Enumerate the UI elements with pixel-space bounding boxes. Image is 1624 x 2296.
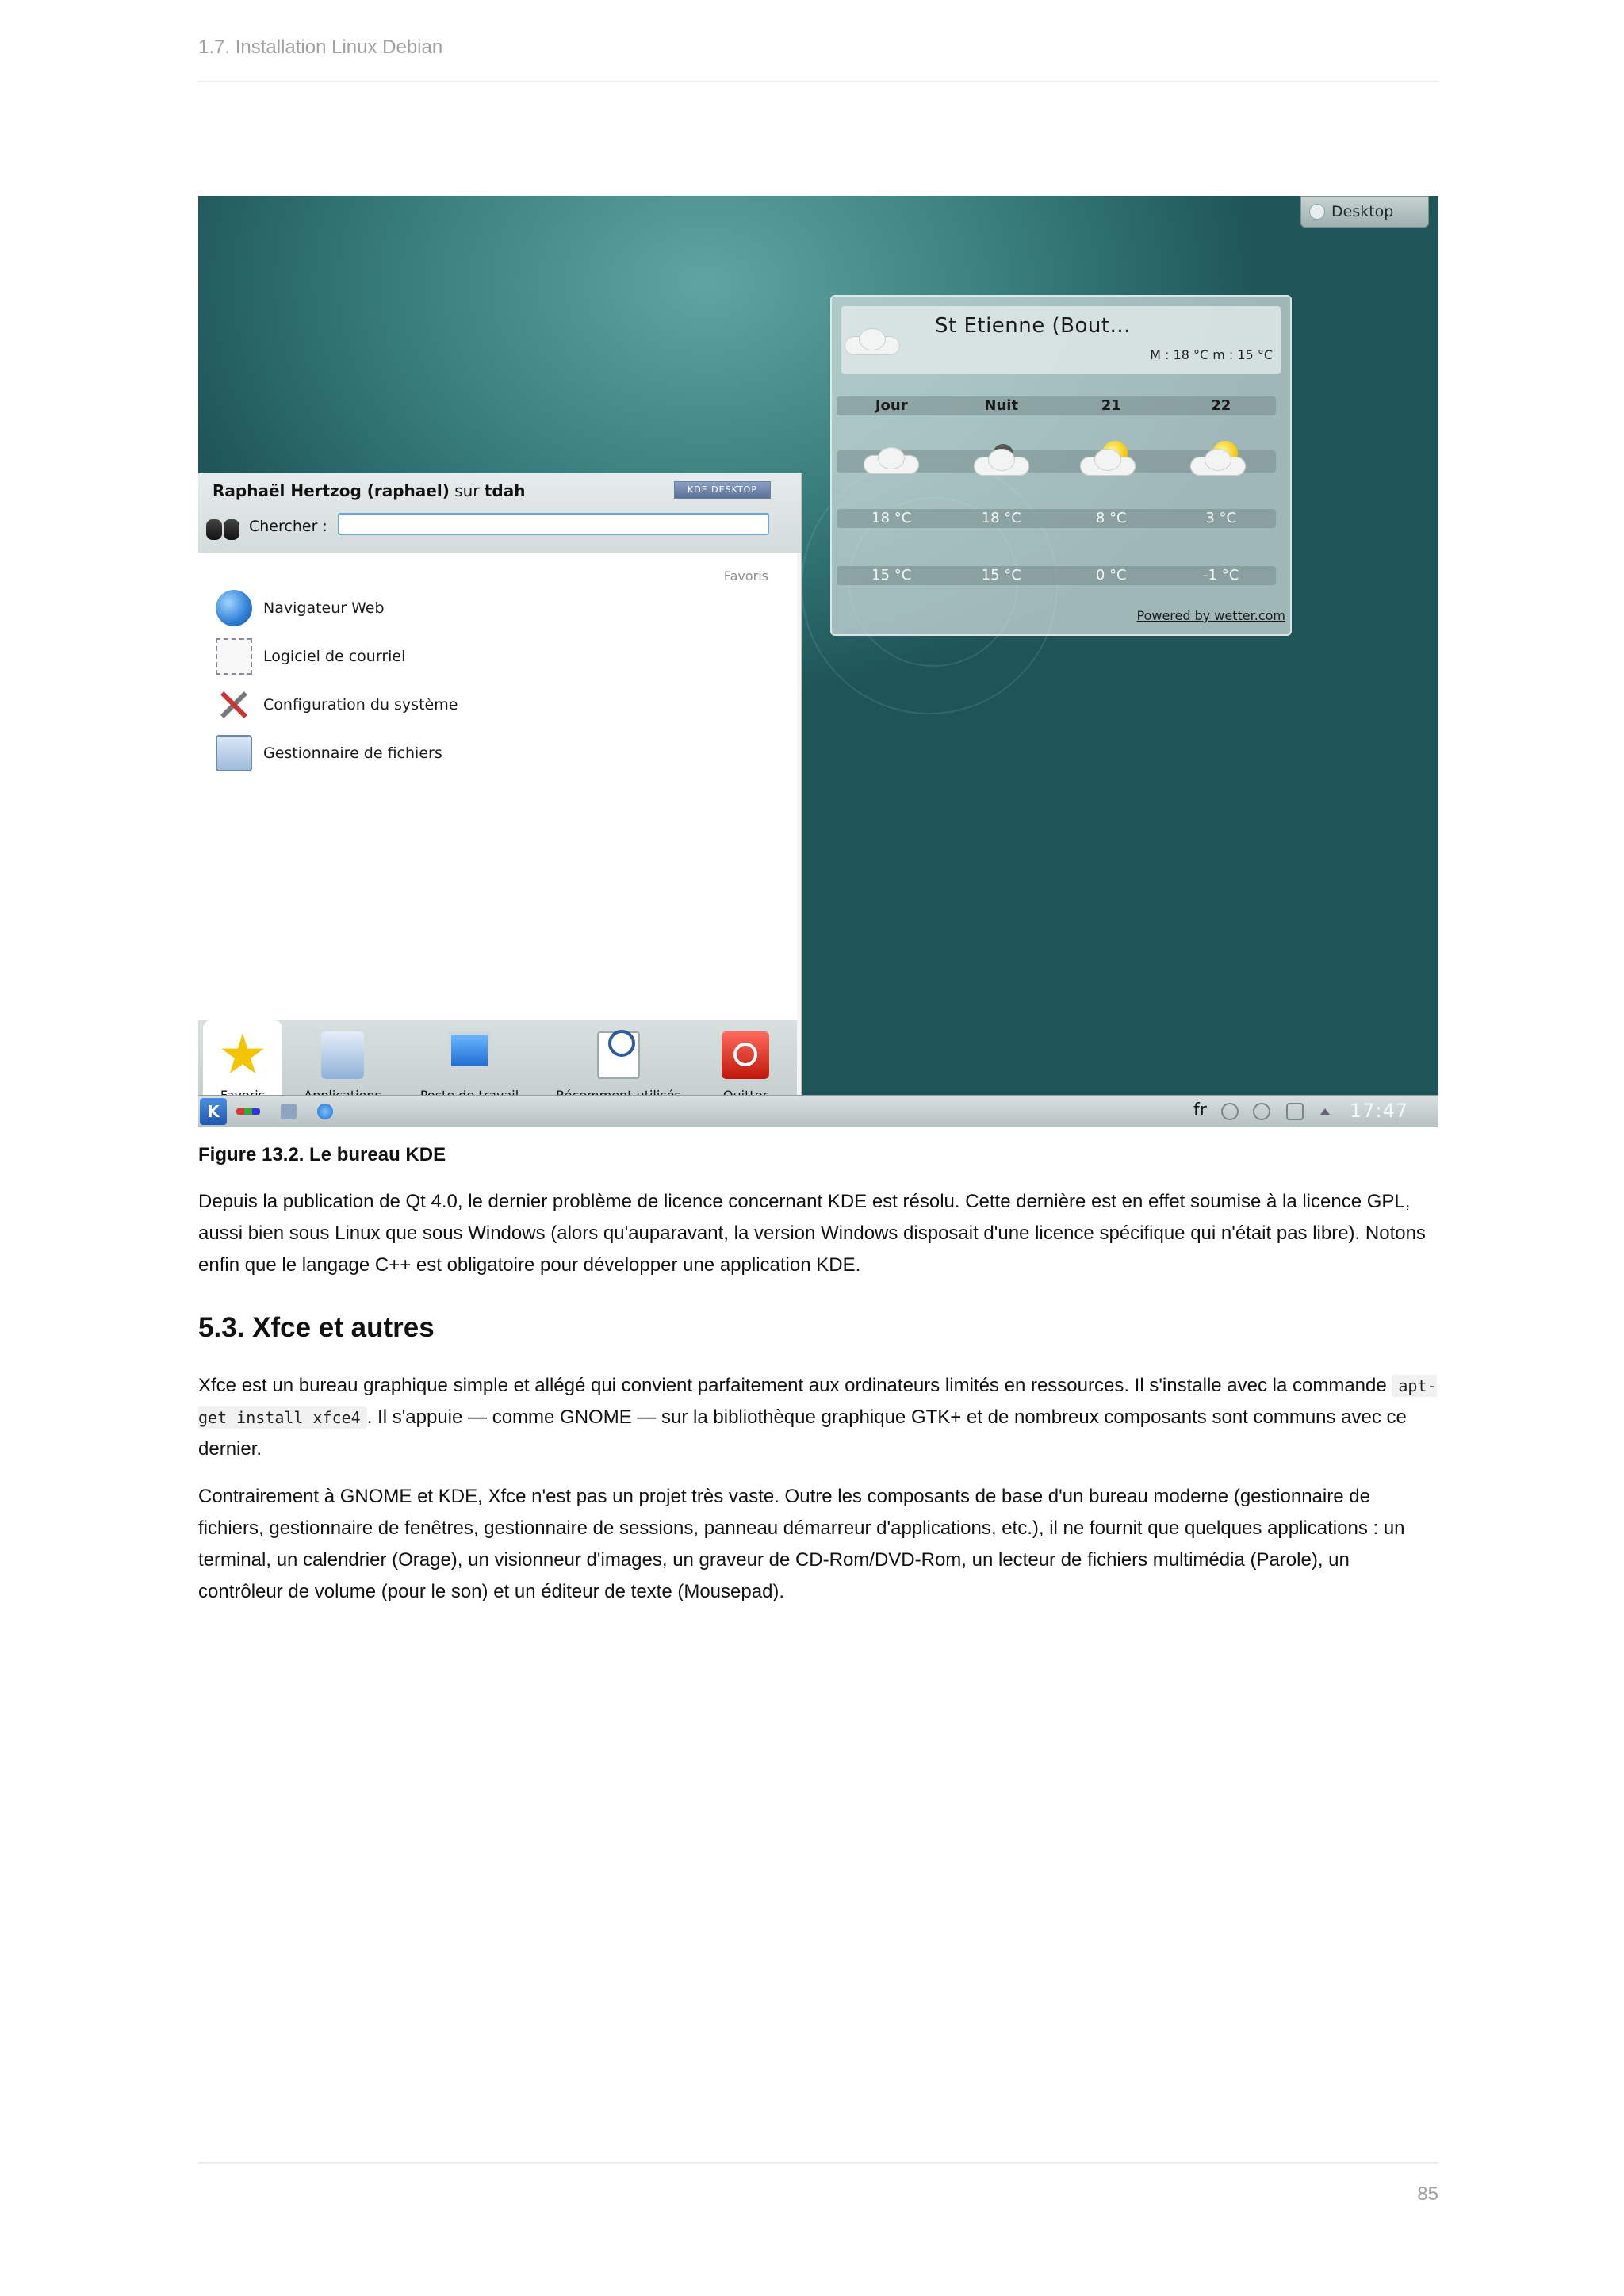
figure-caption: Figure 13.2. Le bureau KDE [198, 1144, 446, 1165]
weather-day: Jour [875, 397, 908, 414]
computer-icon [448, 1031, 491, 1070]
weather-high: 8 °C [1095, 510, 1127, 526]
desktop-icon [1309, 204, 1325, 220]
page-number: 85 [1417, 2183, 1438, 2205]
menu-item-label: Logiciel de courriel [263, 648, 406, 665]
weather-day: 21 [1101, 397, 1121, 414]
user-separator: sur [449, 481, 485, 500]
tools-icon [216, 687, 252, 723]
forecast-cell [947, 450, 1057, 473]
weather-day: 22 [1211, 397, 1231, 414]
kde-launcher-button[interactable]: K [200, 1098, 227, 1125]
network-icon[interactable] [1253, 1103, 1270, 1120]
forecast-cell [837, 450, 947, 473]
weather-high: 3 °C [1205, 510, 1237, 526]
weather-low: 15 °C [981, 567, 1021, 584]
menu-item-label: Configuration du système [263, 696, 458, 714]
command-code: apt-get install xfce4 [198, 1376, 1437, 1427]
weather-high: 18 °C [871, 510, 912, 526]
host-name: tdah [484, 481, 526, 500]
weather-low: 15 °C [871, 567, 912, 584]
menu-item-email[interactable] [216, 637, 405, 675]
cloud-icon [864, 447, 919, 474]
pager-icon[interactable] [236, 1108, 260, 1115]
favorites-section-label: Favoris [723, 568, 768, 584]
section-heading: 5.3. Xfce et autres [198, 1312, 435, 1343]
menu-item-system-settings[interactable] [216, 686, 458, 724]
weather-lows-row [837, 566, 1276, 585]
weather-high: 18 °C [981, 510, 1021, 526]
weather-low: 0 °C [1095, 567, 1127, 584]
paragraph-text: Xfce est un bureau graphique simple et allégé qui convient parfaitement aux ordinateurs limités en ressources. Il s'installe avec la commande [198, 1375, 1392, 1396]
footer-divider [198, 2162, 1438, 2164]
kde-panel [198, 1095, 1438, 1127]
star-icon [220, 1033, 265, 1077]
user-name: Raphaël Hertzog (raphael) [213, 481, 450, 500]
recent-clock-icon [597, 1031, 640, 1079]
weather-low: -1 °C [1203, 567, 1239, 584]
kde-desktop-logo: KDE DESKTOP [674, 481, 771, 499]
cloud-icon [1190, 449, 1246, 476]
show-desktop-icon[interactable] [281, 1104, 297, 1119]
menu-item-label: Gestionnaire de fichiers [263, 744, 442, 762]
volume-icon[interactable] [1221, 1103, 1239, 1120]
menu-item-file-manager[interactable] [216, 734, 442, 772]
mail-icon [216, 638, 252, 675]
file-manager-icon [216, 735, 252, 771]
desktop-button[interactable] [1300, 196, 1429, 228]
menu-item-label: Navigateur Web [263, 599, 385, 617]
browser-launch-icon[interactable] [317, 1104, 333, 1119]
weather-highs-row [837, 509, 1276, 528]
weather-powered-link[interactable]: Powered by wetter.com [1136, 608, 1285, 623]
kde-desktop-screenshot [198, 196, 1438, 1127]
paragraph-kde-license: Depuis la publication de Qt 4.0, le dernier problème de licence concernant KDE est résolu. Cette dernière est en effet soumise à la licence GPL, aussi bien sous Linux que sous Windows (alors qu'auparavant, la version Windows disposait d'une licence spécifique qui n'était pas libre). Notons enfin que le langage C++ est obligatoire pour développer une application KDE. [198, 1191, 1426, 1276]
menu-item-web-browser[interactable] [216, 589, 385, 627]
search-label: Chercher : [249, 518, 327, 535]
menu-favorites-list [198, 553, 797, 1020]
weather-icons-row [837, 450, 1276, 473]
weather-city: St Etienne (Bout... [935, 314, 1131, 338]
header-divider [198, 81, 1438, 82]
cloud-icon [845, 328, 900, 355]
power-icon [722, 1031, 769, 1079]
cloud-icon [1080, 449, 1136, 476]
running-header: 1.7. Installation Linux Debian [198, 36, 443, 58]
forecast-cell [1056, 450, 1166, 473]
keyboard-layout[interactable]: fr [1193, 1100, 1207, 1120]
kickoff-menu [198, 473, 802, 1108]
paragraph-text: . Il s'appuie — comme GNOME — sur la bibliothèque graphique GTK+ et de nombreux composants sont communs avec ce dernier. [198, 1406, 1407, 1460]
tray-expand-icon[interactable] [1320, 1108, 1331, 1115]
scissors-icon[interactable] [1156, 1103, 1174, 1120]
search-input[interactable] [338, 513, 769, 535]
weather-widget [830, 295, 1292, 636]
panel-clock[interactable]: 17:47 [1350, 1100, 1409, 1122]
desktop-button-label: Desktop [1331, 203, 1394, 220]
paragraph-xfce-intro [198, 1370, 1438, 1465]
weather-minmax: M : 18 °C m : 15 °C [1150, 347, 1273, 362]
cloud-icon [974, 449, 1029, 476]
applications-icon [321, 1031, 364, 1079]
menu-header [198, 473, 801, 553]
weather-current [841, 306, 1281, 374]
globe-icon [216, 590, 252, 626]
forecast-cell [1166, 450, 1277, 473]
paragraph-xfce-components: Contrairement à GNOME et KDE, Xfce n'est pas un projet très vaste. Outre les composants de base d'un bureau moderne (gestionnaire de fichiers, gestionnaire de fenêtres, gestionnaire de sessions, panneau démarreur d'applications, etc.), il ne fournit que quelques applications : un terminal, un calendrier (Orage), un visionneur d'images, un graveur de CD-Rom/DVD-Rom, un lecteur de fichiers multimédia (Parole), un contrôleur de volume (pour le son) et un éditeur de texte (Mousepad). [198, 1486, 1405, 1602]
weather-day: Nuit [984, 397, 1019, 414]
weather-days-row [837, 396, 1276, 415]
computer-tray-icon[interactable] [1286, 1103, 1304, 1120]
binoculars-icon [203, 508, 243, 543]
menu-user [213, 481, 526, 500]
